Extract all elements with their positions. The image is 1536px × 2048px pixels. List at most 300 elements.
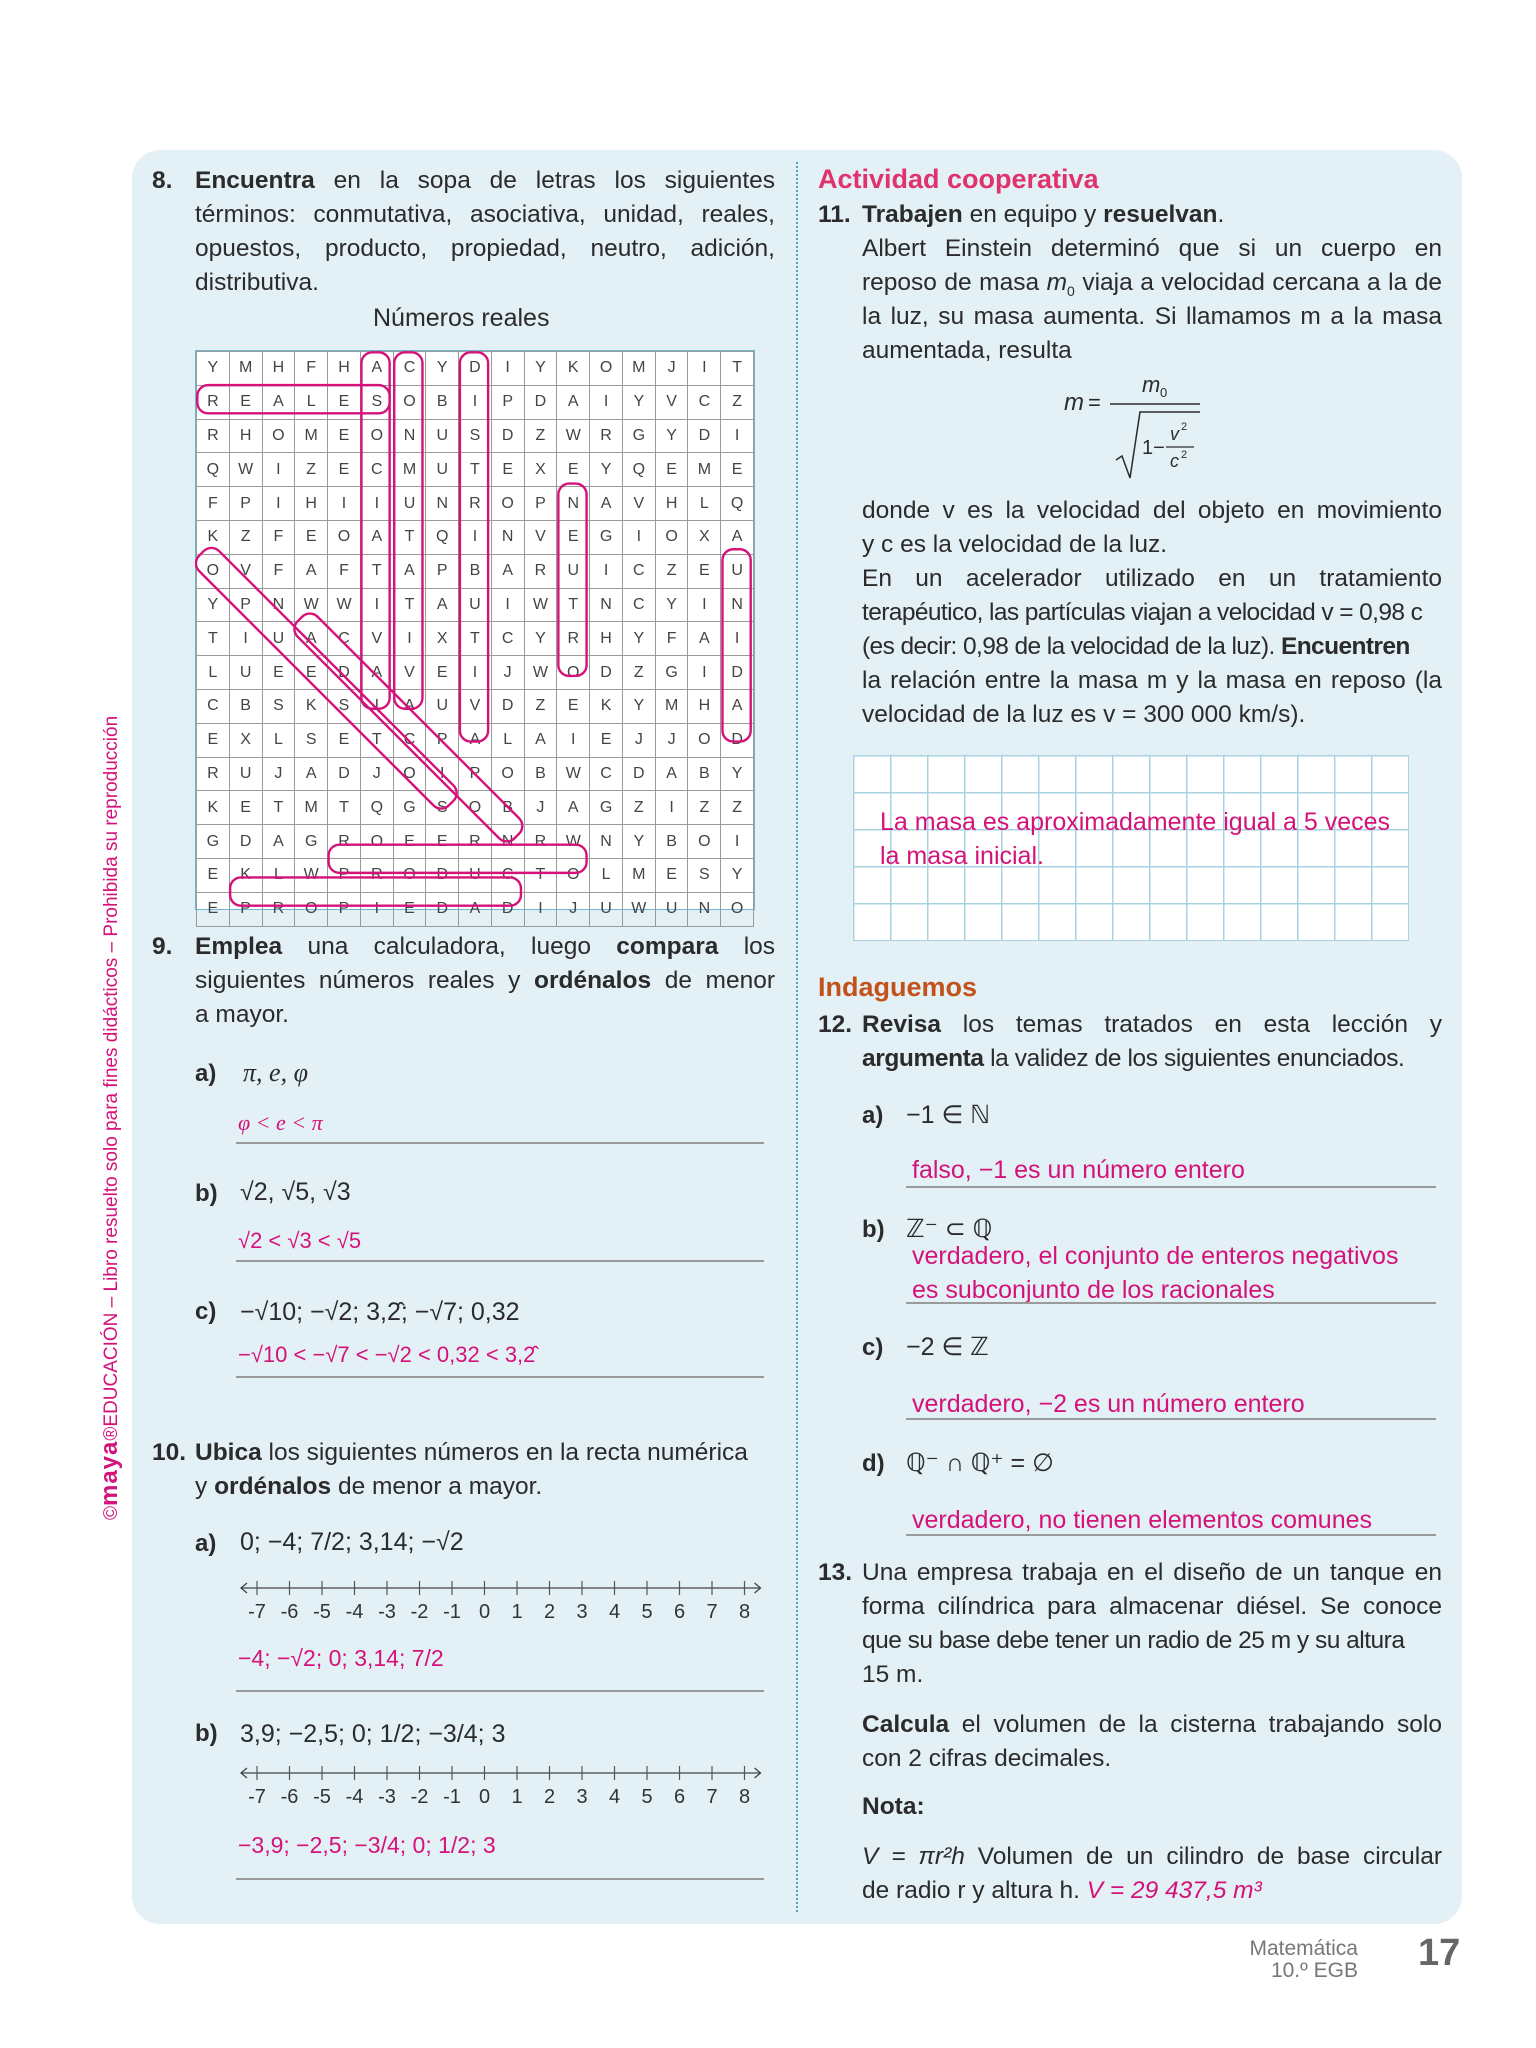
- grid-cell[interactable]: N: [557, 487, 590, 521]
- grid-cell[interactable]: Z: [524, 419, 557, 453]
- grid-cell[interactable]: U: [721, 554, 754, 588]
- grid-cell[interactable]: I: [328, 487, 361, 521]
- grid-cell[interactable]: I: [426, 757, 459, 791]
- grid-cell[interactable]: Y: [197, 588, 230, 622]
- grid-cell[interactable]: O: [393, 858, 426, 892]
- grid-cell[interactable]: M: [295, 791, 328, 825]
- grid-cell[interactable]: N: [491, 825, 524, 859]
- grid-cell[interactable]: T: [262, 791, 295, 825]
- grid-cell[interactable]: P: [426, 723, 459, 757]
- grid-cell[interactable]: N: [688, 892, 721, 926]
- grid-cell[interactable]: D: [491, 419, 524, 453]
- grid-cell[interactable]: U: [393, 487, 426, 521]
- grid-cell[interactable]: Y: [622, 622, 655, 656]
- grid-cell[interactable]: E: [328, 453, 361, 487]
- grid-cell[interactable]: L: [688, 487, 721, 521]
- grid-cell[interactable]: D: [688, 419, 721, 453]
- grid-cell[interactable]: A: [393, 554, 426, 588]
- grid-cell[interactable]: E: [393, 825, 426, 859]
- grid-cell[interactable]: H: [262, 352, 295, 386]
- grid-cell[interactable]: W: [229, 453, 262, 487]
- grid-cell[interactable]: S: [262, 689, 295, 723]
- tick-label: 4: [608, 1786, 621, 1808]
- number-line-a[interactable]: [235, 1570, 775, 1630]
- grid-cell[interactable]: O: [360, 419, 393, 453]
- grid-cell[interactable]: R: [197, 385, 230, 419]
- grid-cell[interactable]: P: [229, 487, 262, 521]
- grid-cell[interactable]: J: [622, 723, 655, 757]
- grid-cell[interactable]: Z: [688, 791, 721, 825]
- grid-cell[interactable]: L: [197, 656, 230, 690]
- grid-cell[interactable]: N: [393, 419, 426, 453]
- grid-cell[interactable]: O: [197, 554, 230, 588]
- grid-cell[interactable]: U: [426, 419, 459, 453]
- grid-cell[interactable]: A: [459, 723, 492, 757]
- grid-cell[interactable]: E: [590, 723, 623, 757]
- grid-cell[interactable]: G: [295, 825, 328, 859]
- grid-cell[interactable]: P: [328, 892, 361, 926]
- grid-cell[interactable]: Q: [721, 487, 754, 521]
- grid-cell[interactable]: W: [295, 858, 328, 892]
- grid-cell[interactable]: A: [262, 825, 295, 859]
- grid-cell[interactable]: Y: [426, 352, 459, 386]
- grid-cell[interactable]: N: [590, 588, 623, 622]
- grid-cell[interactable]: M: [688, 453, 721, 487]
- grid-cell[interactable]: K: [197, 791, 230, 825]
- grid-cell[interactable]: O: [393, 385, 426, 419]
- grid-cell[interactable]: W: [295, 588, 328, 622]
- grid-cell[interactable]: C: [491, 858, 524, 892]
- grid-cell[interactable]: W: [328, 588, 361, 622]
- grid-cell[interactable]: R: [524, 825, 557, 859]
- grid-cell[interactable]: Z: [655, 554, 688, 588]
- grid-cell[interactable]: N: [262, 588, 295, 622]
- number-line-b[interactable]: [235, 1755, 775, 1815]
- grid-cell[interactable]: F: [197, 487, 230, 521]
- grid-cell[interactable]: K: [295, 689, 328, 723]
- grid-cell[interactable]: L: [491, 723, 524, 757]
- grid-cell[interactable]: E: [426, 656, 459, 690]
- grid-cell[interactable]: E: [295, 656, 328, 690]
- grid-cell[interactable]: T: [197, 622, 230, 656]
- grid-cell[interactable]: R: [590, 419, 623, 453]
- grid-cell[interactable]: I: [622, 520, 655, 554]
- grid-cell[interactable]: C: [688, 385, 721, 419]
- grid-cell[interactable]: O: [721, 892, 754, 926]
- grid-cell[interactable]: I: [262, 487, 295, 521]
- grid-cell[interactable]: E: [721, 453, 754, 487]
- grid-cell[interactable]: R: [459, 825, 492, 859]
- grid-cell[interactable]: D: [491, 892, 524, 926]
- grid-cell[interactable]: N: [721, 588, 754, 622]
- grid-cell[interactable]: H: [655, 487, 688, 521]
- grid-cell[interactable]: X: [229, 723, 262, 757]
- grid-cell[interactable]: P: [491, 385, 524, 419]
- grid-cell[interactable]: Q: [622, 453, 655, 487]
- grid-cell[interactable]: E: [491, 453, 524, 487]
- grid-cell[interactable]: O: [459, 791, 492, 825]
- grid-cell[interactable]: I: [360, 892, 393, 926]
- grid-cell[interactable]: D: [426, 858, 459, 892]
- grid-cell[interactable]: V: [393, 656, 426, 690]
- grid-cell[interactable]: I: [229, 622, 262, 656]
- grid-cell[interactable]: I: [393, 622, 426, 656]
- grid-cell[interactable]: I: [590, 554, 623, 588]
- grid-cell[interactable]: U: [590, 892, 623, 926]
- grid-cell[interactable]: H: [590, 622, 623, 656]
- grid-cell[interactable]: J: [655, 723, 688, 757]
- grid-cell[interactable]: I: [459, 385, 492, 419]
- grid-cell[interactable]: E: [229, 385, 262, 419]
- grid-cell[interactable]: A: [295, 757, 328, 791]
- grid-cell[interactable]: S: [360, 385, 393, 419]
- grid-cell[interactable]: H: [328, 352, 361, 386]
- grid-cell[interactable]: K: [197, 520, 230, 554]
- grid-cell[interactable]: P: [459, 757, 492, 791]
- grid-cell[interactable]: G: [393, 791, 426, 825]
- grid-cell[interactable]: A: [721, 689, 754, 723]
- grid-cell[interactable]: W: [524, 588, 557, 622]
- grid-cell[interactable]: D: [622, 757, 655, 791]
- grid-cell[interactable]: O: [295, 892, 328, 926]
- grid-cell[interactable]: M: [622, 858, 655, 892]
- grid-cell[interactable]: D: [426, 892, 459, 926]
- grid-cell[interactable]: G: [655, 656, 688, 690]
- grid-cell[interactable]: E: [655, 453, 688, 487]
- grid-cell[interactable]: E: [197, 892, 230, 926]
- grid-cell[interactable]: A: [557, 385, 590, 419]
- grid-cell[interactable]: P: [426, 554, 459, 588]
- q10-number: 10.: [152, 1439, 187, 1466]
- grid-cell[interactable]: D: [229, 825, 262, 859]
- grid-cell[interactable]: R: [524, 554, 557, 588]
- grid-cell[interactable]: A: [360, 352, 393, 386]
- grid-cell[interactable]: M: [622, 352, 655, 386]
- grid-cell[interactable]: Y: [197, 352, 230, 386]
- grid-cell[interactable]: I: [721, 419, 754, 453]
- grid-cell[interactable]: I: [688, 656, 721, 690]
- grid-cell[interactable]: T: [524, 858, 557, 892]
- grid-cell[interactable]: A: [721, 520, 754, 554]
- grid-cell[interactable]: R: [459, 487, 492, 521]
- grid-cell[interactable]: U: [229, 656, 262, 690]
- grid-cell[interactable]: E: [393, 892, 426, 926]
- grid-cell[interactable]: E: [557, 520, 590, 554]
- grid-cell[interactable]: I: [721, 622, 754, 656]
- grid-cell[interactable]: D: [721, 656, 754, 690]
- grid-cell[interactable]: C: [491, 622, 524, 656]
- grid-cell[interactable]: G: [197, 825, 230, 859]
- grid-cell[interactable]: Y: [590, 453, 623, 487]
- grid-cell[interactable]: B: [491, 791, 524, 825]
- grid-cell[interactable]: B: [688, 757, 721, 791]
- grid-cell[interactable]: J: [360, 757, 393, 791]
- grid-cell[interactable]: D: [524, 385, 557, 419]
- grid-cell[interactable]: I: [360, 487, 393, 521]
- grid-cell[interactable]: L: [295, 385, 328, 419]
- grid-cell[interactable]: U: [426, 453, 459, 487]
- grid-cell[interactable]: A: [655, 757, 688, 791]
- grid-cell[interactable]: I: [360, 588, 393, 622]
- grid-cell[interactable]: F: [262, 520, 295, 554]
- grid-cell[interactable]: Y: [721, 757, 754, 791]
- grid-cell[interactable]: W: [524, 656, 557, 690]
- grid-cell[interactable]: Z: [622, 656, 655, 690]
- grid-cell[interactable]: V: [459, 689, 492, 723]
- grid-cell[interactable]: X: [688, 520, 721, 554]
- grid-cell[interactable]: K: [590, 689, 623, 723]
- grid-cell[interactable]: S: [295, 723, 328, 757]
- grid-cell[interactable]: G: [622, 419, 655, 453]
- grid-cell[interactable]: Y: [524, 622, 557, 656]
- grid-cell[interactable]: B: [524, 757, 557, 791]
- grid-cell[interactable]: U: [459, 588, 492, 622]
- grid-cell[interactable]: V: [524, 520, 557, 554]
- grid-cell[interactable]: T: [328, 791, 361, 825]
- grid-cell[interactable]: J: [491, 656, 524, 690]
- grid-cell[interactable]: O: [590, 352, 623, 386]
- grid-cell[interactable]: A: [426, 588, 459, 622]
- grid-cell[interactable]: T: [459, 453, 492, 487]
- grid-cell[interactable]: T: [721, 352, 754, 386]
- grid-cell[interactable]: Y: [655, 419, 688, 453]
- copyright-side-note: [96, 716, 124, 1520]
- grid-cell[interactable]: I: [459, 656, 492, 690]
- grid-cell[interactable]: D: [491, 689, 524, 723]
- grid-cell[interactable]: R: [360, 858, 393, 892]
- q11-para2-line4: terapéutico, las partículas viajan a velocidad v = 0,98 c: [862, 599, 1423, 626]
- grid-cell[interactable]: I: [524, 892, 557, 926]
- grid-cell[interactable]: Q: [426, 520, 459, 554]
- grid-cell[interactable]: E: [688, 554, 721, 588]
- tick-label: 6: [673, 1786, 686, 1808]
- grid-cell[interactable]: I: [491, 352, 524, 386]
- grid-cell[interactable]: R: [197, 419, 230, 453]
- grid-cell[interactable]: O: [557, 858, 590, 892]
- grid-cell[interactable]: V: [229, 554, 262, 588]
- grid-cell[interactable]: F: [295, 352, 328, 386]
- grid-cell[interactable]: I: [655, 791, 688, 825]
- grid-cell[interactable]: J: [557, 892, 590, 926]
- grid-cell[interactable]: S: [426, 791, 459, 825]
- grid-cell[interactable]: U: [655, 892, 688, 926]
- grid-cell[interactable]: U: [459, 858, 492, 892]
- grid-cell[interactable]: N: [590, 825, 623, 859]
- grid-cell[interactable]: D: [721, 723, 754, 757]
- grid-cell[interactable]: M: [295, 419, 328, 453]
- grid-cell[interactable]: F: [328, 554, 361, 588]
- grid-cell[interactable]: L: [262, 723, 295, 757]
- grid-cell[interactable]: O: [655, 520, 688, 554]
- grid-cell[interactable]: Z: [622, 791, 655, 825]
- grid-cell[interactable]: Y: [622, 825, 655, 859]
- grid-cell[interactable]: Z: [721, 791, 754, 825]
- grid-cell[interactable]: M: [393, 453, 426, 487]
- grid-cell[interactable]: Z: [229, 520, 262, 554]
- grid-cell[interactable]: E: [197, 858, 230, 892]
- grid-cell[interactable]: M: [655, 689, 688, 723]
- q11-number: 11.: [818, 201, 851, 228]
- grid-cell[interactable]: A: [590, 487, 623, 521]
- grid-cell[interactable]: U: [557, 554, 590, 588]
- grid-cell[interactable]: C: [197, 689, 230, 723]
- grid-cell[interactable]: E: [328, 419, 361, 453]
- grid-cell[interactable]: Q: [197, 453, 230, 487]
- grid-cell[interactable]: B: [229, 689, 262, 723]
- grid-cell[interactable]: K: [557, 352, 590, 386]
- grid-cell[interactable]: O: [491, 487, 524, 521]
- tick-label: -3: [378, 1601, 396, 1623]
- grid-cell[interactable]: O: [328, 520, 361, 554]
- grid-cell[interactable]: O: [360, 825, 393, 859]
- grid-cell[interactable]: C: [393, 352, 426, 386]
- grid-cell[interactable]: Y: [655, 588, 688, 622]
- grid-cell[interactable]: R: [328, 825, 361, 859]
- grid-cell[interactable]: P: [328, 858, 361, 892]
- grid-cell[interactable]: M: [229, 352, 262, 386]
- grid-cell[interactable]: Y: [524, 352, 557, 386]
- grid-cell[interactable]: A: [459, 892, 492, 926]
- grid-cell[interactable]: G: [590, 791, 623, 825]
- grid-cell[interactable]: Z: [524, 689, 557, 723]
- grid-cell[interactable]: X: [524, 453, 557, 487]
- grid-cell[interactable]: E: [328, 385, 361, 419]
- grid-cell[interactable]: A: [491, 554, 524, 588]
- grid-cell[interactable]: T: [393, 588, 426, 622]
- grid-cell[interactable]: R: [197, 757, 230, 791]
- grid-cell[interactable]: Z: [721, 385, 754, 419]
- grid-cell[interactable]: I: [688, 352, 721, 386]
- grid-cell[interactable]: Q: [360, 791, 393, 825]
- grid-cell[interactable]: E: [426, 825, 459, 859]
- grid-cell[interactable]: I: [262, 453, 295, 487]
- grid-cell[interactable]: T: [459, 622, 492, 656]
- grid-cell[interactable]: C: [622, 588, 655, 622]
- grid-cell[interactable]: B: [459, 554, 492, 588]
- grid-cell[interactable]: I: [557, 723, 590, 757]
- grid-cell[interactable]: G: [590, 520, 623, 554]
- grid-cell[interactable]: J: [262, 757, 295, 791]
- grid-cell[interactable]: E: [262, 656, 295, 690]
- grid-cell[interactable]: O: [688, 825, 721, 859]
- grid-cell[interactable]: E: [229, 791, 262, 825]
- grid-cell[interactable]: O: [557, 656, 590, 690]
- grid-cell[interactable]: J: [655, 352, 688, 386]
- grid-cell[interactable]: E: [557, 689, 590, 723]
- grid-cell[interactable]: V: [622, 487, 655, 521]
- grid-cell[interactable]: A: [524, 723, 557, 757]
- grid-cell[interactable]: S: [688, 858, 721, 892]
- grid-cell[interactable]: I: [721, 825, 754, 859]
- grid-cell[interactable]: W: [557, 825, 590, 859]
- grid-cell[interactable]: Y: [622, 689, 655, 723]
- grid-cell[interactable]: I: [688, 588, 721, 622]
- grid-cell[interactable]: E: [295, 520, 328, 554]
- grid-cell[interactable]: V: [655, 385, 688, 419]
- grid-cell[interactable]: L: [590, 858, 623, 892]
- grid-cell[interactable]: T: [393, 520, 426, 554]
- grid-cell[interactable]: D: [459, 352, 492, 386]
- grid-cell[interactable]: Y: [622, 385, 655, 419]
- grid-cell[interactable]: O: [491, 757, 524, 791]
- grid-cell[interactable]: B: [426, 385, 459, 419]
- grid-cell[interactable]: L: [262, 858, 295, 892]
- grid-cell[interactable]: O: [393, 757, 426, 791]
- grid-cell[interactable]: B: [655, 825, 688, 859]
- grid-cell[interactable]: E: [328, 723, 361, 757]
- grid-cell[interactable]: H: [688, 689, 721, 723]
- grid-cell[interactable]: U: [229, 757, 262, 791]
- grid-cell[interactable]: S: [459, 419, 492, 453]
- grid-cell[interactable]: A: [360, 520, 393, 554]
- grid-cell[interactable]: P: [524, 487, 557, 521]
- grid-cell[interactable]: A: [557, 791, 590, 825]
- grid-cell[interactable]: X: [426, 622, 459, 656]
- grid-cell[interactable]: A: [262, 385, 295, 419]
- grid-cell[interactable]: D: [328, 757, 361, 791]
- grid-cell[interactable]: T: [557, 588, 590, 622]
- grid-cell[interactable]: W: [622, 892, 655, 926]
- grid-cell[interactable]: N: [426, 487, 459, 521]
- grid-cell[interactable]: C: [360, 453, 393, 487]
- grid-cell[interactable]: J: [524, 791, 557, 825]
- grid-cell[interactable]: C: [622, 554, 655, 588]
- grid-cell[interactable]: A: [360, 656, 393, 690]
- grid-cell[interactable]: T: [360, 554, 393, 588]
- grid-cell[interactable]: H: [295, 487, 328, 521]
- grid-cell[interactable]: N: [491, 520, 524, 554]
- grid-cell[interactable]: T: [360, 723, 393, 757]
- grid-cell[interactable]: R: [557, 622, 590, 656]
- grid-cell[interactable]: Z: [295, 453, 328, 487]
- grid-cell[interactable]: Y: [721, 858, 754, 892]
- grid-cell[interactable]: H: [229, 419, 262, 453]
- grid-cell[interactable]: A: [688, 622, 721, 656]
- grid-cell[interactable]: I: [360, 689, 393, 723]
- grid-cell[interactable]: D: [328, 656, 361, 690]
- q12-a-answer-line: [906, 1186, 1436, 1188]
- grid-cell[interactable]: F: [262, 554, 295, 588]
- grid-cell[interactable]: W: [557, 419, 590, 453]
- grid-cell[interactable]: U: [262, 622, 295, 656]
- grid-cell[interactable]: P: [229, 892, 262, 926]
- grid-cell[interactable]: R: [262, 892, 295, 926]
- grid-cell[interactable]: P: [229, 588, 262, 622]
- grid-cell[interactable]: W: [557, 757, 590, 791]
- grid-cell[interactable]: C: [328, 622, 361, 656]
- grid-cell[interactable]: C: [393, 723, 426, 757]
- grid-cell[interactable]: O: [262, 419, 295, 453]
- grid-cell[interactable]: K: [229, 858, 262, 892]
- grid-cell[interactable]: E: [655, 858, 688, 892]
- grid-cell[interactable]: O: [688, 723, 721, 757]
- grid-cell[interactable]: E: [557, 453, 590, 487]
- copyright-symbol: ©: [101, 1506, 122, 1520]
- grid-cell[interactable]: A: [295, 554, 328, 588]
- grid-cell[interactable]: F: [655, 622, 688, 656]
- grid-cell[interactable]: S: [328, 689, 361, 723]
- grid-cell[interactable]: D: [590, 656, 623, 690]
- grid-cell[interactable]: I: [459, 520, 492, 554]
- grid-cell[interactable]: C: [590, 757, 623, 791]
- grid-cell[interactable]: U: [426, 689, 459, 723]
- grid-cell[interactable]: A: [295, 622, 328, 656]
- grid-cell[interactable]: V: [360, 622, 393, 656]
- grid-cell[interactable]: I: [491, 588, 524, 622]
- grid-cell[interactable]: A: [393, 689, 426, 723]
- grid-cell[interactable]: E: [197, 723, 230, 757]
- grid-cell[interactable]: I: [590, 385, 623, 419]
